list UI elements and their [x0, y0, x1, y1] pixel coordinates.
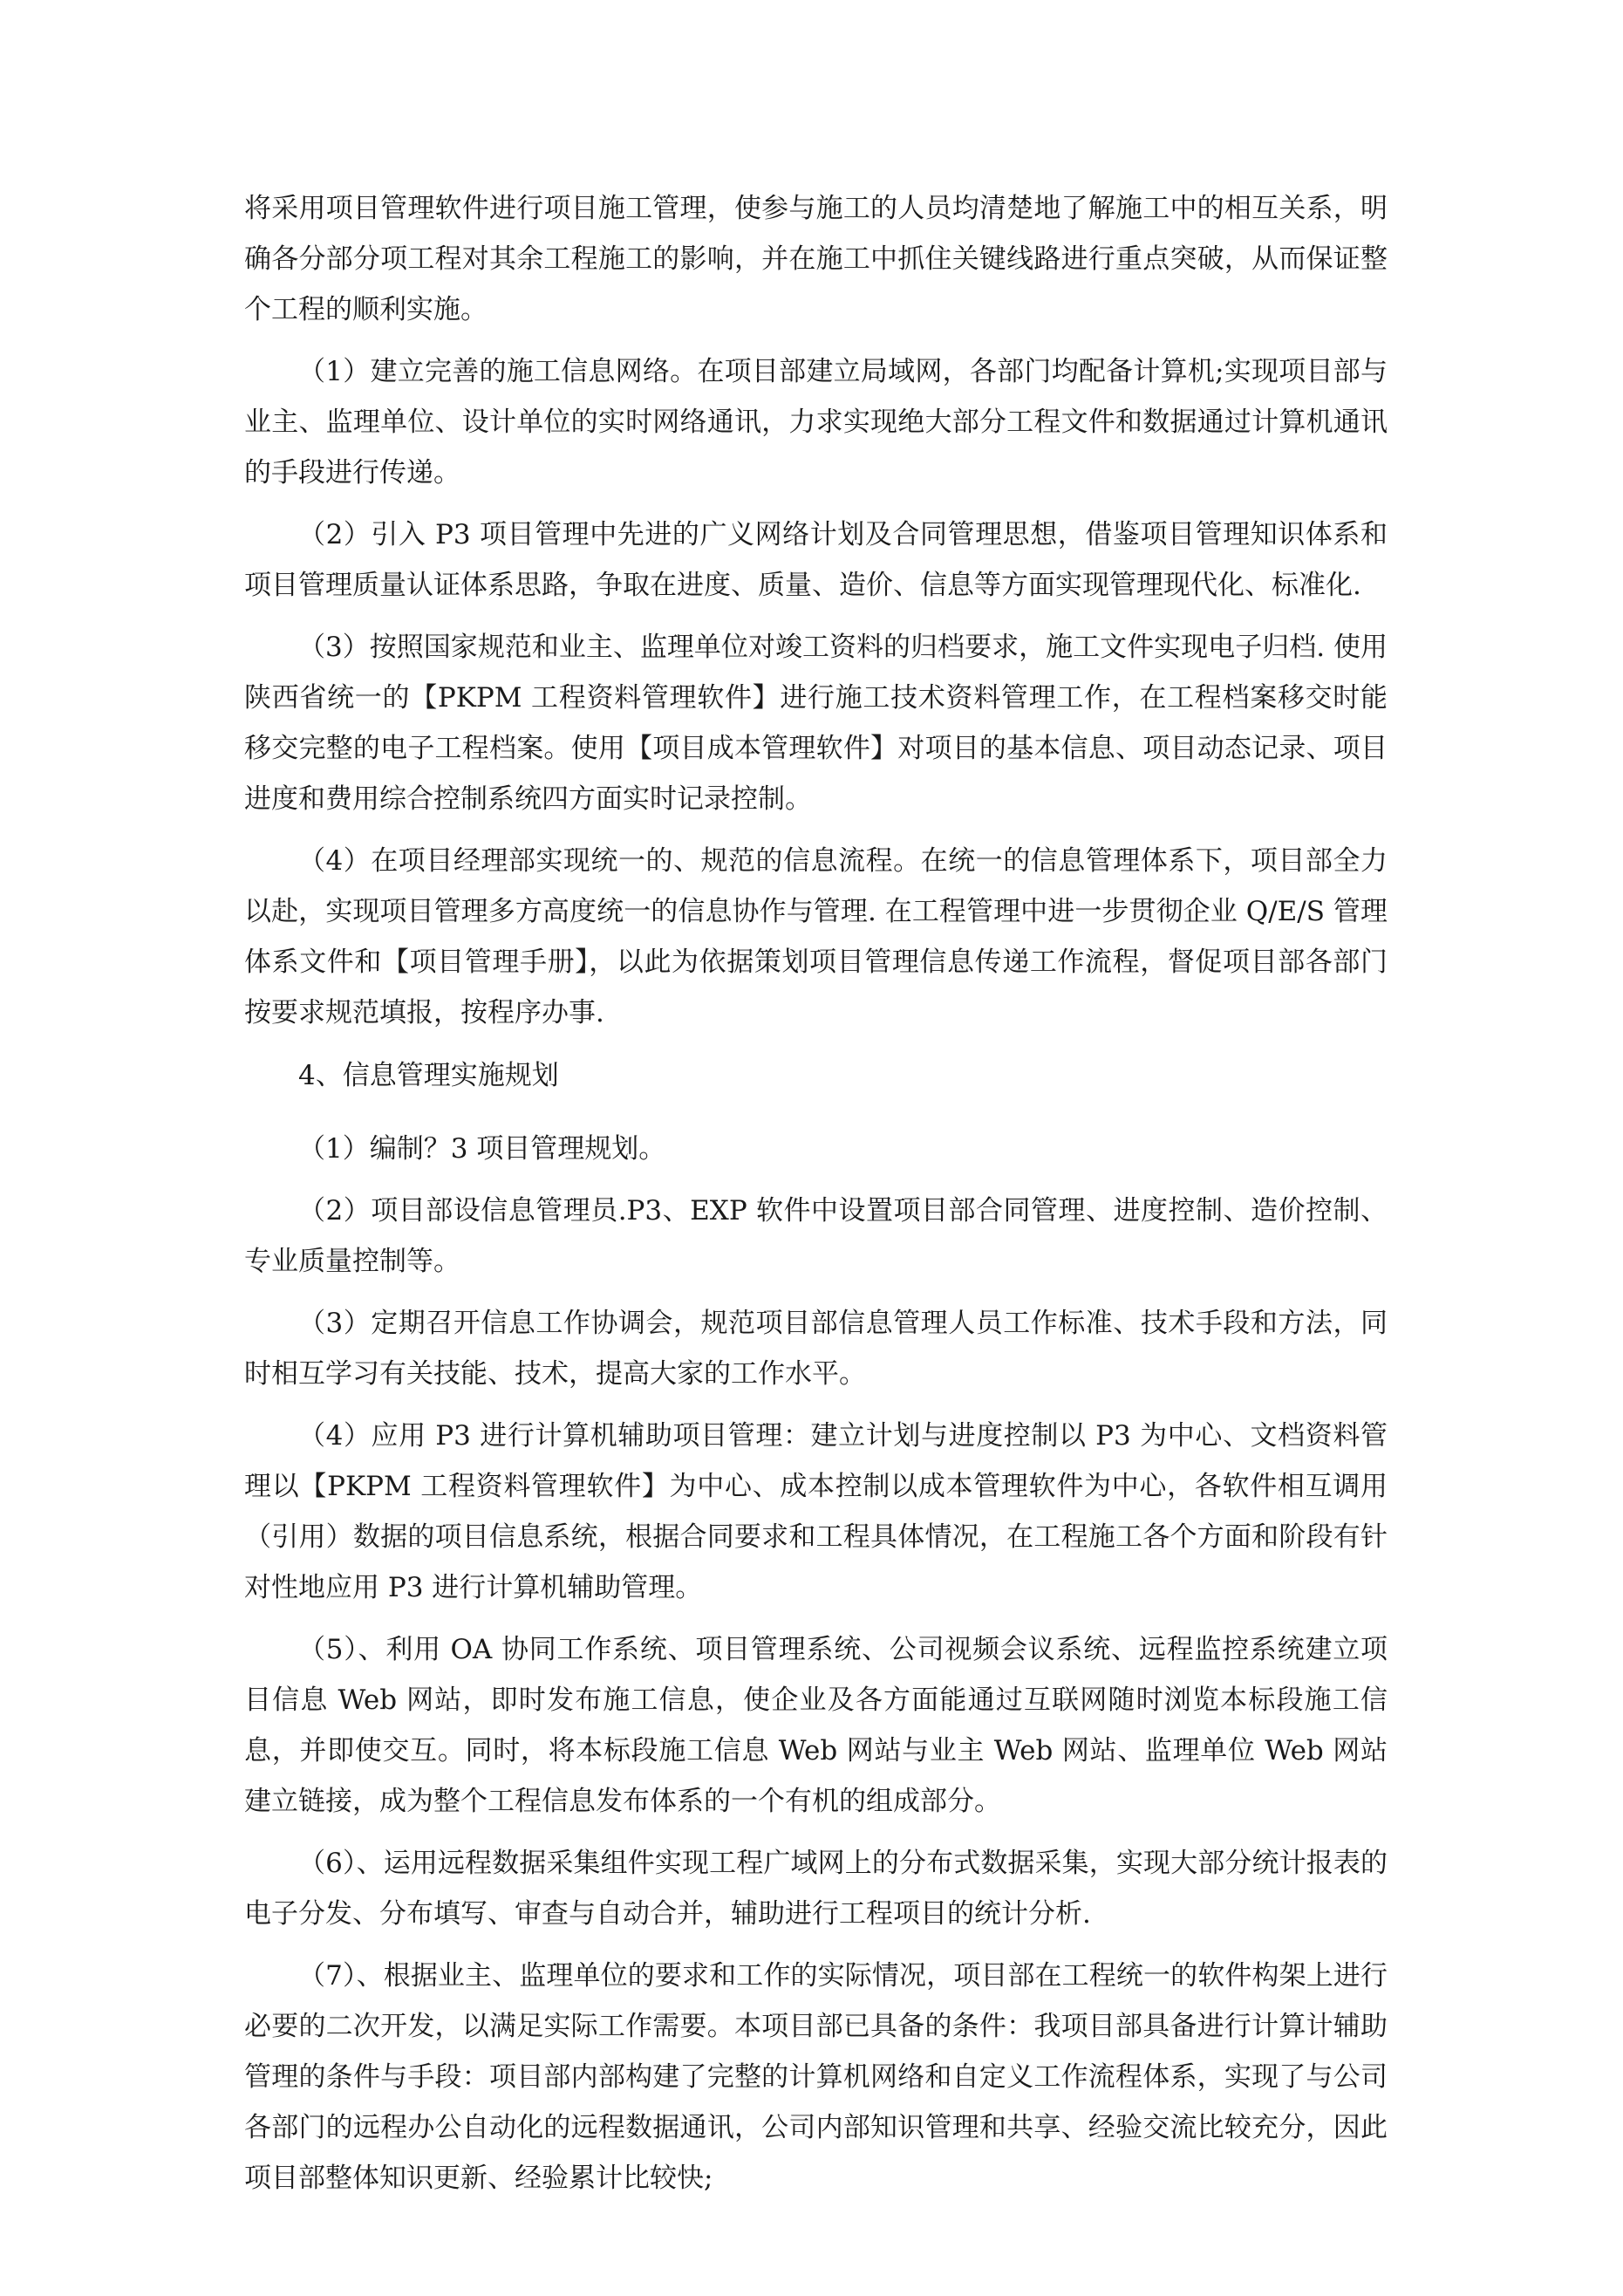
plan-item-3: （3）定期召开信息工作协调会，规范项目部信息管理人员工作标准、技术手段和方法，同时相互学习有关技能、技术，提高大家的工作水平。: [244, 1308, 1388, 1390]
plan-item-6: （6）、运用远程数据采集组件实现工程广域网上的分布式数据采集，实现大部分统计报表的电子分发、分布填写、审查与自动合并，辅助进行工程项目的统计分析.: [244, 1848, 1388, 1930]
paragraph-item-4: （4）在项目经理部实现统一的、规范的信息流程。在统一的信息管理体系下，项目部全力以赴，实现项目管理多方高度统一的信息协作与管理. 在工程管理中进一步贯彻企业 Q/E/S 管理体系文件和【项目管理手册】，以此为依据策划项目管理信息传递工作流程，督促项目部各部门按要求规范填报，按程序办事.: [244, 845, 1388, 1028]
paragraph-intro: 将采用项目管理软件进行项目施工管理，使参与施工的人员均清楚地了解施工中的相互关系，明确各分部分项工程对其余工程施工的影响，并在施工中抓住关键线路进行重点突破，从而保证整个工程的顺利实施。: [244, 193, 1388, 325]
plan-item-7: （7）、根据业主、监理单位的要求和工作的实际情况，项目部在工程统一的软件构架上进行必要的二次开发，以满足实际工作需要。本项目部已具备的条件：我项目部具备进行计算计辅助管理的条件与手段：项目部内部构建了完整的计算机网络和自定义工作流程体系，实现了与公司各部门的远程办公自动化的远程数据通讯，公司内部知识管理和共享、经验交流比较充分，因此项目部整体知识更新、经验累计比较快;: [244, 1960, 1388, 2194]
plan-item-5: （5）、利用 OA 协同工作系统、项目管理系统、公司视频会议系统、远程监控系统建立项目信息 Web 网站，即时发布施工信息，使企业及各方面能通过互联网随时浏览本标段施工信息，并即使交互。同时，将本标段施工信息 Web 网站与业主 Web 网站、监理单位 Web 网站建立链接，成为整个工程信息发布体系的一个有机的组成部分。: [244, 1634, 1388, 1817]
section-heading: 4、信息管理实施规划: [298, 1060, 559, 1091]
plan-item-1: （1）编制？3 项目管理规划。: [298, 1133, 666, 1165]
paragraph-item-3: （3）按照国家规范和业主、监理单位对竣工资料的归档要求，施工文件实现电子归档. 使用陕西省统一的【PKPM 工程资料管理软件】进行施工技术资料管理工作，在工程档案移交时能移交完整的电子工程档案。使用【项目成本管理软件】对项目的基本信息、项目动态记录、项目进度和费用综合控制系统四方面实时记录控制。: [244, 632, 1388, 815]
plan-item-4: （4）应用 P3 进行计算机辅助项目管理：建立计划与进度控制以 P3 为中心、文档资料管理以【PKPM 工程资料管理软件】为中心、成本控制以成本管理软件为中心，各软件相互调用（引用）数据的项目信息系统，根据合同要求和工程具体情况，在工程施工各个方面和阶段有针对性地应用 P3 进行计算机辅助管理。: [244, 1420, 1388, 1603]
plan-item-2: （2）项目部设信息管理员.P3、EXP 软件中设置项目部合同管理、进度控制、造价控制、专业质量控制等。: [244, 1195, 1388, 1277]
paragraph-item-2: （2）引入 P3 项目管理中先进的广义网络计划及合同管理思想，借鉴项目管理知识体系和项目管理质量认证体系思路，争取在进度、质量、造价、信息等方面实现管理现代化、标准化.: [244, 519, 1388, 601]
paragraph-item-1: （1）建立完善的施工信息网络。在项目部建立局域网，各部门均配备计算机;实现项目部与业主、监理单位、设计单位的实时网络通讯，力求实现绝大部分工程文件和数据通过计算机通讯的手段进行传递。: [244, 356, 1388, 489]
